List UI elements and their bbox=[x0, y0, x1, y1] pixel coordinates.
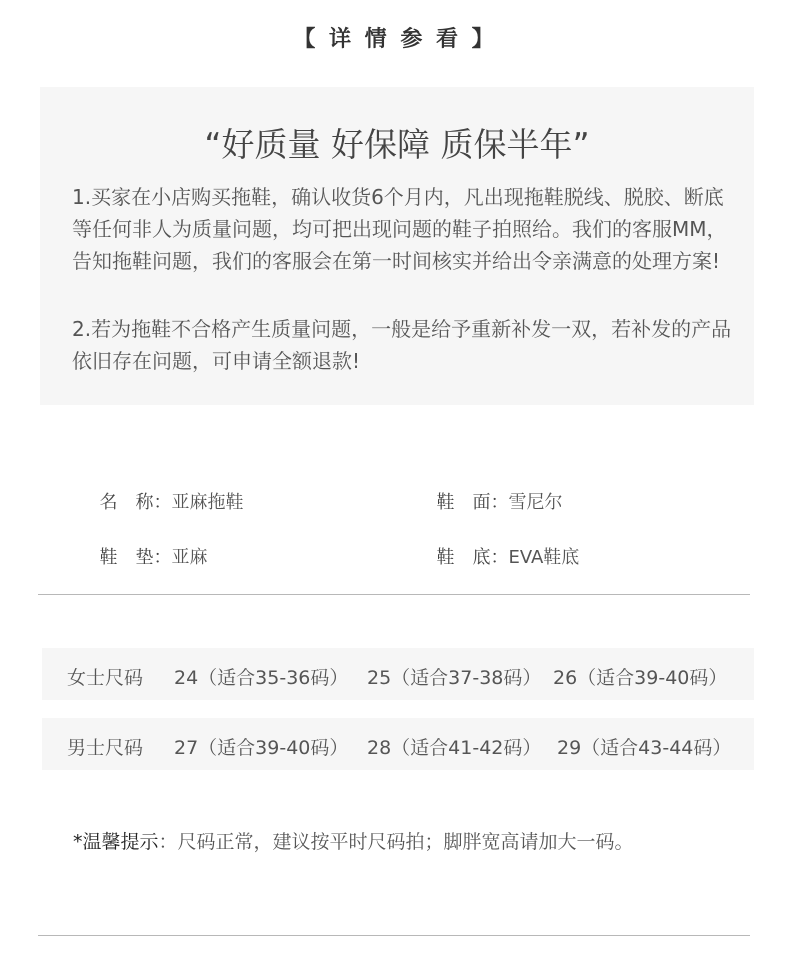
guarantee-box bbox=[40, 87, 754, 405]
size-row-label: 男士尺码 bbox=[67, 737, 144, 759]
size-cell: 25（适合37-38码） bbox=[367, 667, 542, 689]
tip-text: ：尺码正常，建议按平时尺码拍；脚胖宽高请加大一码。 bbox=[158, 831, 634, 853]
spec-value: 亚麻 bbox=[171, 547, 208, 568]
size-row-label: 女士尺码 bbox=[67, 667, 144, 689]
size-cell: 28（适合41-42码） bbox=[367, 737, 542, 759]
spec-label: 鞋 垫： bbox=[99, 547, 172, 568]
divider bbox=[38, 935, 750, 936]
size-cell: 27（适合39-40码） bbox=[174, 737, 349, 759]
guarantee-heading: “好质量 好保障 质保半年” bbox=[204, 125, 590, 164]
spec-label: 鞋 底： bbox=[436, 547, 509, 568]
size-cell: 29（适合43-44码） bbox=[557, 737, 732, 759]
spec-sole bbox=[425, 522, 579, 569]
size-tip bbox=[73, 827, 634, 854]
size-cell: 26（适合39-40码） bbox=[553, 667, 728, 689]
spec-value: 亚麻拖鞋 bbox=[171, 492, 244, 513]
section-title: 【 详 情 参 看 】 bbox=[293, 27, 497, 52]
size-row-women bbox=[42, 648, 754, 700]
guarantee-paragraph-2: 2.若为拖鞋不合格产生质量问题，一般是给予重新补发一双，若补发的产品依旧存在问题，可申请全额退款! bbox=[72, 317, 732, 373]
divider bbox=[38, 594, 750, 595]
spec-value: EVA鞋底 bbox=[508, 547, 580, 568]
spec-label: 名 称： bbox=[99, 492, 172, 513]
size-row-men bbox=[42, 718, 754, 770]
tip-label: *温馨提示 bbox=[73, 831, 159, 853]
spec-label: 鞋 面： bbox=[436, 492, 509, 513]
spec-insole bbox=[88, 522, 207, 569]
spec-name bbox=[88, 467, 243, 514]
spec-upper bbox=[425, 467, 562, 514]
size-cell: 24（适合35-36码） bbox=[174, 667, 349, 689]
spec-value: 雪尼尔 bbox=[508, 492, 563, 513]
guarantee-paragraph-1: 1.买家在小店购买拖鞋，确认收货6个月内，凡出现拖鞋脱线、脱胶、断底等任何非人为质量问题，均可把出现问题的鞋子拍照给。我们的客服MM，告知拖鞋问题，我们的客服会在第一时间核实并给出令亲满意的处理方案! bbox=[72, 185, 727, 273]
